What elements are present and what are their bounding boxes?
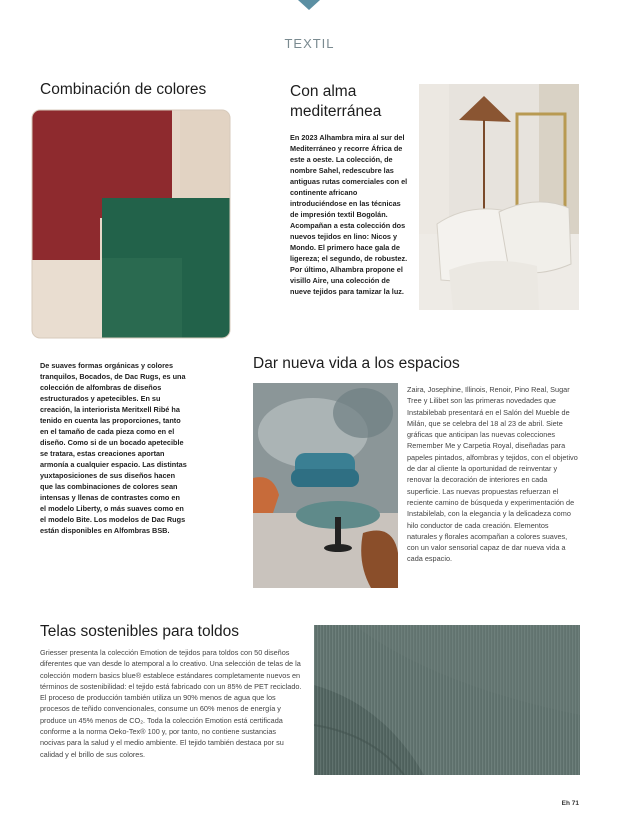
article-title <box>290 82 420 122</box>
interior-photo <box>253 383 398 588</box>
article-title-line: Con alma <box>290 83 357 100</box>
article-title: Telas sostenibles para toldos <box>40 623 240 640</box>
cushions-photo <box>419 84 579 310</box>
article-body: Zaira, Josephine, Illinois, Renoir, Pino Real, Sugar Tree y Lilibet son las primeras novedades que Instabilebab presentará en el Salón del Mueble de Milán, que se celebra del 18 al 23 de abril. Siete gráficas que anticipan las nuevas colecciones Remember Me y Carpetia Royal, diseñadas para papeles pintados, alfombras y tejidos, con el objetivo de dar al cliente la oportunidad de reinventar y renovar la decoración de interiores en cada superficie. Las nuevas propuestas refuerzan el reciente camino de búsqueda y experimentación de Instabilelab, con la elegancia y la delicadeza como hilo conductor de cada creación. Elementos naturales y florales acompañan a colores suaves, con un valor sensorial capaz de dar nueva vida a cada espacio. <box>407 385 578 564</box>
article-title-line: mediterránea <box>290 103 382 120</box>
article-title: Dar nueva vida a los espacios <box>253 355 460 372</box>
article-body: De suaves formas orgánicas y colores tranquilos, Bocados, de Dac Rugs, es una colección de alfombras de diseños estructurados y apetecibles. En su creación, la interiorista Meritxell Ribé ha tenido en cuenta las proporciones, tanto en el tamaño de cada pieza como en el diseño. Como si de un bocado apetecible se tratara, estas creaciones aportan armonía a cualquier espacio. Las distintas yuxtaposiciones de sus diseños hacen que las combinaciones de colores sean intensas y llenas de contrastes como en el modelo Liberty, o más suaves como en el modelo Bite. Los modelos de Dac Rugs están disponibles en Alfombras BSB. <box>40 361 187 535</box>
section-label: TEXTIL <box>284 36 335 51</box>
rug-image <box>30 108 232 340</box>
article-body: En 2023 Alhambra mira al sur del Mediterráneo y recorre África de este a oeste. La colección, de nombre Sahel, redescubre las antiguas rutas comerciales con el continente africano introduciéndose en las técnicas de impresión textil Bogolán. Acompañan a esta colección dos nuevos tejidos en lino: Nicos y Mondo. El primero hace gala de ligereza; el segundo, de robustez. Por último, Alhambra propone el visillo Aire, una colección de nueve tejidos para tamizar la luz. <box>290 133 408 296</box>
page-number: Eh 71 <box>561 800 579 807</box>
section-marker-icon <box>298 0 320 10</box>
article-body: Griesser presenta la colección Emotion de tejidos para toldos con 50 diseños diferentes que van desde lo atemporal a lo creativo. Una selección de telas de la colección modern basics blue® establece estándares completamente nuevos en términos de sostenibilidad: el tejido está fabricado con un 85% de PET reciclado. El proceso de producción también utiliza un 90% menos de agua que los procesos de teñido convencionales, consume un 60% menos de energía y produce un 45% menos de CO₂. Toda la colección Emotion está certificada conforme a la norma Oeko-Tex® 100 y, por tanto, no contiene sustancias nocivas para la salud y el medio ambiente. El tejido también destaca por su calidad y el brillo de sus colores. <box>40 648 302 759</box>
fabric-photo <box>314 625 580 775</box>
article-title: Combinación de colores <box>40 81 207 98</box>
